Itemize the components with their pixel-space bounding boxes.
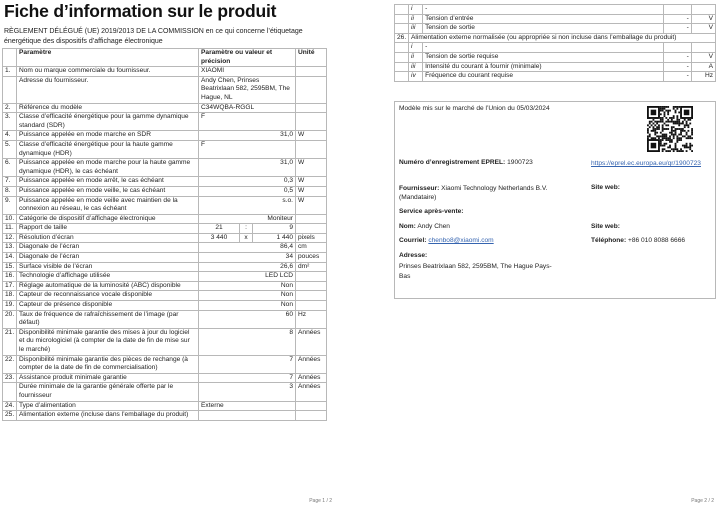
row-parameter: Catégorie de dispositif d’affichage électronique: [17, 214, 199, 224]
table-row: [3, 113, 327, 131]
row-unit: [691, 5, 715, 15]
header-value: Paramètre ou valeur et précision: [199, 49, 296, 67]
row-value: 7: [199, 355, 296, 373]
page-title: Fiche d’information sur le produit: [4, 1, 277, 21]
table-row: [395, 43, 716, 53]
row-unit: [296, 103, 327, 113]
row-value: Non: [199, 301, 296, 311]
row-value: -: [663, 72, 691, 82]
row-value: -: [663, 14, 691, 24]
row-number: [395, 72, 409, 82]
value-a: 21: [215, 224, 223, 232]
value-b: 1 440: [276, 233, 293, 241]
value-sep: x: [239, 234, 253, 243]
page-2: [382, 0, 720, 505]
row-value: 0,5: [199, 186, 296, 196]
row-number: [3, 76, 17, 103]
table-row: [3, 253, 327, 263]
row-parameter: Surface visible de l’écran: [17, 262, 199, 272]
row-unit: Hz: [296, 310, 327, 328]
row-value: LED LCD: [199, 272, 296, 282]
row-value: 31,0: [199, 159, 296, 177]
header-param: Paramètre: [17, 49, 199, 67]
row-value: 0,3: [199, 177, 296, 187]
table-row: [395, 5, 716, 15]
name-label: Nom:: [399, 223, 416, 230]
row-subnumber: i: [409, 43, 423, 53]
row-value: s.o.: [199, 196, 296, 214]
row-unit: [296, 272, 327, 282]
row-parameter: Assistance produit minimale garantie: [17, 373, 199, 383]
row-value: C34WQBA-RGGL: [199, 103, 296, 113]
row-unit: [691, 43, 715, 53]
header-unit: Unité: [296, 49, 327, 67]
row-number: 17.: [3, 281, 17, 291]
row-value: Moniteur: [199, 214, 296, 224]
row-number: 19.: [3, 301, 17, 311]
row-unit: [296, 140, 327, 158]
table-row: [3, 401, 327, 411]
row-value: -: [663, 62, 691, 72]
row-number: 22.: [3, 355, 17, 373]
row-unit: [296, 401, 327, 411]
row-number: 9.: [3, 196, 17, 214]
page-number-2: Page 2 / 2: [691, 498, 714, 504]
row-unit: cm: [296, 243, 327, 253]
table-row: [395, 14, 716, 24]
table-row: [3, 281, 327, 291]
row-value: [663, 5, 691, 15]
row-number: [395, 43, 409, 53]
row-value: 3: [199, 383, 296, 401]
row-value: [199, 224, 296, 234]
row-unit: Années: [296, 328, 327, 355]
supplier-label: Fournisseur:: [399, 185, 440, 192]
row-value: F: [199, 140, 296, 158]
row-number: [395, 5, 409, 15]
row-value: Andy Chen, Prinses Beatrixlaan 582, 2595BM, The Hague, NL: [199, 76, 296, 103]
row-parameter: Tension de sortie requise: [423, 52, 664, 62]
row-unit: Hz: [691, 72, 715, 82]
row-unit: [296, 224, 327, 234]
row-subnumber: iii: [409, 24, 423, 34]
address-value: Prinses Beatrixlaan 582, 2595BM, The Hague Pays-Bas: [399, 263, 552, 280]
row-unit: [296, 214, 327, 224]
row-number: [395, 62, 409, 72]
row-parameter: -: [423, 43, 664, 53]
eprel-number: 1900723: [507, 159, 533, 166]
row-unit: [296, 411, 327, 421]
page-1: [0, 0, 338, 505]
table-row: [3, 159, 327, 177]
row-number: 23.: [3, 373, 17, 383]
row-parameter: Puissance appelée en mode arrêt, le cas échéant: [17, 177, 199, 187]
row-parameter: -: [423, 5, 664, 15]
table-row: [395, 72, 716, 82]
table-row: [3, 76, 327, 103]
row-value: F: [199, 113, 296, 131]
qr-code-icon[interactable]: [647, 106, 693, 152]
row-number: [395, 24, 409, 34]
table-row: [3, 103, 327, 113]
table-row: [3, 67, 327, 77]
table-row: [3, 224, 327, 234]
row-number: 21.: [3, 328, 17, 355]
supplier-website-label: Site web:: [591, 184, 620, 191]
row-unit: [296, 76, 327, 103]
row-number: 16.: [3, 272, 17, 282]
row-value: 60: [199, 310, 296, 328]
table-row: [3, 383, 327, 401]
row-parameter: Disponibilité minimale garantie des pièces de rechange (à compter de la date de fin de commercialisation): [17, 355, 199, 373]
row-unit: Années: [296, 383, 327, 401]
value-a: 3 440: [210, 233, 228, 241]
row-parameter: Résolution d’écran: [17, 233, 199, 243]
row-parameter: Durée minimale de la garantie générale offerte par le fournisseur: [17, 383, 199, 401]
page-number: Page 1 / 2: [309, 498, 332, 504]
row-value: Non: [199, 291, 296, 301]
name-value: Andy Chen: [417, 223, 450, 230]
service-label: Service après-vente:: [399, 208, 464, 215]
row-parameter: Alimentation externe normalisée (ou appropriée si non incluse dans l’emballage du produit): [409, 33, 716, 43]
row-parameter: Capteur de présence disponible: [17, 301, 199, 311]
row-parameter: Rapport de taille: [17, 224, 199, 234]
row-unit: V: [691, 52, 715, 62]
row-unit: A: [691, 62, 715, 72]
row-number: [395, 14, 409, 24]
row-unit: [296, 281, 327, 291]
row-value: 8: [199, 328, 296, 355]
table-row: [3, 262, 327, 272]
phone-label: Téléphone:: [591, 237, 627, 244]
row-value: -: [663, 52, 691, 62]
row-parameter: Tension de sortie: [423, 24, 664, 34]
spec-table: [2, 48, 327, 421]
row-parameter: Alimentation externe (incluse dans l’emballage du produit): [17, 411, 199, 421]
address-label: Adresse:: [399, 252, 428, 259]
row-parameter: Réglage automatique de la luminosité (ABC) disponible: [17, 281, 199, 291]
eprel-label: Numéro d’enregistrement EPREL:: [399, 159, 506, 166]
row-number: 6.: [3, 159, 17, 177]
row-number: 10.: [3, 214, 17, 224]
row-unit: pixels: [296, 233, 327, 243]
row-number: 7.: [3, 177, 17, 187]
row-value: [663, 43, 691, 53]
regulation-text: RÈGLEMENT DÉLÉGUÉ (UE) 2019/2013 DE LA COMMISSION en ce qui concerne l’étiquetage énergétique des dispositifs d’affichage électronique: [4, 28, 303, 45]
value-sep: :: [239, 224, 253, 233]
row-subnumber: iii: [409, 62, 423, 72]
row-number: 12.: [3, 233, 17, 243]
row-number: 5.: [3, 140, 17, 158]
table-row: [3, 272, 327, 282]
row-parameter: Classe d’efficacité énergétique pour la haute gamme dynamique (HDR): [17, 140, 199, 158]
table-row: [3, 373, 327, 383]
row-number: 25.: [3, 411, 17, 421]
email-label: Courriel:: [399, 237, 427, 244]
row-value: XIAOMI: [199, 67, 296, 77]
phone-value: +86 010 8088 6666: [628, 237, 686, 244]
row-value: [199, 411, 296, 421]
market-date: Modèle mis sur le marché de l’Union du 05/03/2024: [399, 105, 550, 112]
row-unit: W: [296, 159, 327, 177]
row-parameter: Puissance appelée en mode veille, le cas échéant: [17, 186, 199, 196]
row-unit: W: [296, 196, 327, 214]
row-value: 86,4: [199, 243, 296, 253]
row-number: 1.: [3, 67, 17, 77]
row-value: 26,6: [199, 262, 296, 272]
row-unit: dm²: [296, 262, 327, 272]
table-row: [3, 214, 327, 224]
table-row: [395, 62, 716, 72]
table-row: [3, 328, 327, 355]
row-unit: Années: [296, 355, 327, 373]
row-parameter: Tension d’entrée: [423, 14, 664, 24]
row-parameter: Classe d’efficacité énergétique pour la gamme dynamique standard (SDR): [17, 113, 199, 131]
row-number: 3.: [3, 113, 17, 131]
row-unit: [296, 291, 327, 301]
table-row: [395, 52, 716, 62]
supplier-value: Xiaomi Technology Netherlands B.V. (Mandataire): [399, 185, 548, 201]
row-unit: [296, 67, 327, 77]
row-unit: pouces: [296, 253, 327, 263]
row-number: [395, 52, 409, 62]
row-parameter: Diagonale de l’écran: [17, 253, 199, 263]
table-row: [3, 140, 327, 158]
row-unit: V: [691, 24, 715, 34]
row-number: 11.: [3, 224, 17, 234]
row-parameter: Puissance appelée en mode marche pour la haute gamme dynamique (HDR), le cas échéant: [17, 159, 199, 177]
table-row: [395, 24, 716, 34]
row-parameter: Technologie d’affichage utilisée: [17, 272, 199, 282]
table-row: [3, 196, 327, 214]
row-number: 24.: [3, 401, 17, 411]
row-parameter: Disponibilité minimale garantie des mises à jour du logiciel et du micrologiciel (à compter de la date de fin de mise sur le marché): [17, 328, 199, 355]
row-parameter: Adresse du fournisseur.: [17, 76, 199, 103]
table-row: [3, 243, 327, 253]
table-row: [3, 131, 327, 141]
row-parameter: Taux de fréquence de rafraîchissement de l’image (par défaut): [17, 310, 199, 328]
row-unit: W: [296, 177, 327, 187]
table-row: [3, 177, 327, 187]
row-number: 14.: [3, 253, 17, 263]
row-parameter: Intensité du courant à fournir (minimale): [423, 62, 664, 72]
row-parameter: Référence du modèle: [17, 103, 199, 113]
table-row: [3, 411, 327, 421]
table-row: [3, 291, 327, 301]
service-website-label: Site web:: [591, 223, 620, 230]
email-link[interactable]: chenbo8@xiaomi.com: [428, 237, 494, 244]
table-header: [3, 49, 327, 67]
row-parameter: Diagonale de l’écran: [17, 243, 199, 253]
value-b: 9: [289, 224, 293, 232]
table-row: [3, 301, 327, 311]
table-row: [3, 310, 327, 328]
row-parameter: Fréquence du courant requise: [423, 72, 664, 82]
row-unit: W: [296, 131, 327, 141]
row-unit: [296, 301, 327, 311]
row-unit: W: [296, 186, 327, 196]
row-value: 7: [199, 373, 296, 383]
row-number: 4.: [3, 131, 17, 141]
row-value: Externe: [199, 401, 296, 411]
power-supply-table: [394, 4, 716, 82]
row-unit: [296, 113, 327, 131]
row-unit: Années: [296, 373, 327, 383]
table-row: [3, 355, 327, 373]
row-value: Non: [199, 281, 296, 291]
row-number: 15.: [3, 262, 17, 272]
row-parameter: Capteur de reconnaissance vocale disponible: [17, 291, 199, 301]
row-parameter: Nom ou marque commerciale du fournisseur.: [17, 67, 199, 77]
table-row: [3, 233, 327, 243]
row-value: -: [663, 24, 691, 34]
row-subnumber: i: [409, 5, 423, 15]
row-number: [3, 383, 17, 401]
row-number: 13.: [3, 243, 17, 253]
row-unit: V: [691, 14, 715, 24]
row-number: 8.: [3, 186, 17, 196]
row-number: 18.: [3, 291, 17, 301]
table-row: [3, 186, 327, 196]
eprel-link[interactable]: https://eprel.ec.europa.eu/qr/1900723: [591, 160, 701, 167]
row-parameter: Type d’alimentation: [17, 401, 199, 411]
row-subnumber: iv: [409, 72, 423, 82]
table-row: [395, 33, 716, 43]
info-box: [394, 101, 716, 299]
row-number: 20.: [3, 310, 17, 328]
row-value: 34: [199, 253, 296, 263]
row-parameter: Puissance appelée en mode marche en SDR: [17, 131, 199, 141]
row-parameter: Puissance appelée en mode veille avec maintien de la connexion au réseau, le cas échéant: [17, 196, 199, 214]
row-number: 2.: [3, 103, 17, 113]
row-subnumber: ii: [409, 52, 423, 62]
row-value: [199, 233, 296, 243]
row-subnumber: ii: [409, 14, 423, 24]
row-value: 31,0: [199, 131, 296, 141]
row-number: 26.: [395, 33, 409, 43]
